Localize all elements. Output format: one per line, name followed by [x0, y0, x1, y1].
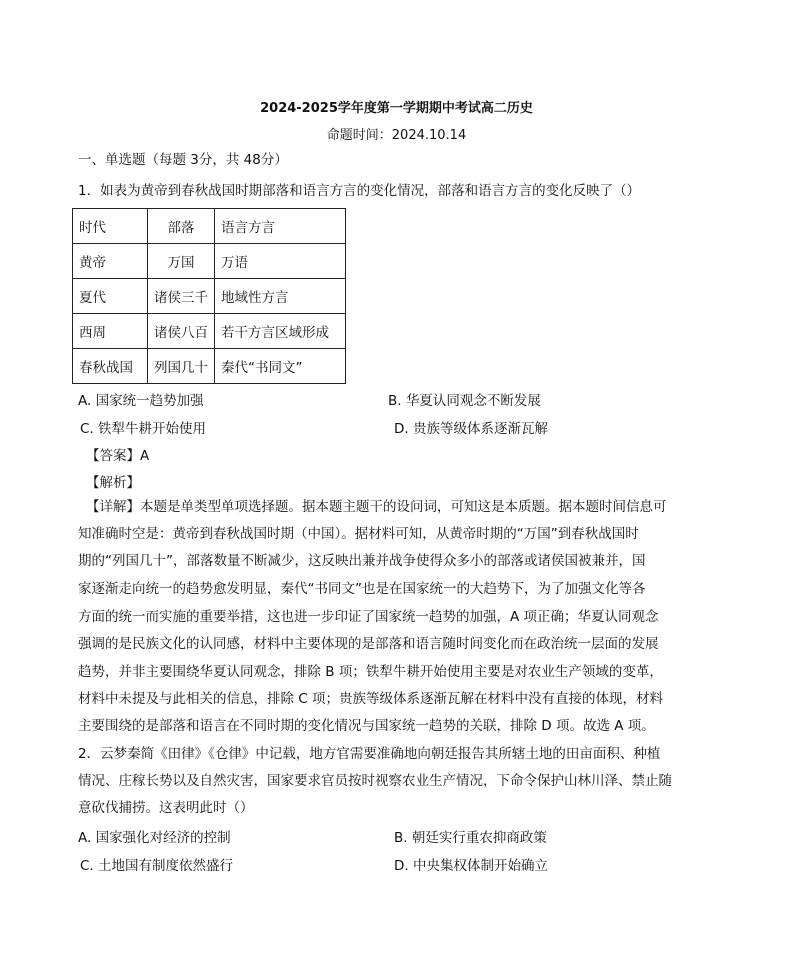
table-cell: 时代 [73, 209, 148, 244]
question-1-stem: 1．如表为黄帝到春秋战国时期部落和语言方言的变化情况，部落和语言方言的变化反映了（） [78, 183, 641, 199]
table-cell: 西周 [73, 314, 148, 349]
q2-option-d: D. 中央集权体制开始确立 [394, 858, 548, 874]
table-cell: 地域性方言 [215, 279, 346, 314]
question-1-table [72, 208, 346, 384]
q2-option-a: A. 国家强化对经济的控制 [78, 830, 231, 846]
table-cell: 诸侯三千 [148, 279, 215, 314]
q1-option-a: A. 国家统一趋势加强 [78, 393, 204, 409]
table-cell: 夏代 [73, 279, 148, 314]
analysis-line: 方面的统一而实施的重要举措，这也进一步印证了国家统一趋势的加强，A 项正确；华夏认同观念 [78, 609, 659, 625]
question-2-stem: 意砍伐捕捞。这表明此时（） [78, 800, 254, 816]
analysis-line: 材料中未提及与此相关的信息，排除 C 项；贵族等级体系逐渐瓦解在材料中没有直接的体现，材料 [78, 691, 664, 707]
q1-option-d: D. 贵族等级体系逐渐瓦解 [394, 421, 548, 437]
q2-option-b: B. 朝廷实行重农抑商政策 [394, 830, 547, 846]
table-cell: 黄帝 [73, 244, 148, 279]
table-cell: 诸侯八百 [148, 314, 215, 349]
analysis-line: 期的“列国几十”，部落数量不断减少，这反映出兼并战争使得众多小的部落或诸侯国被兼并，国 [78, 553, 646, 569]
table-cell: 列国几十 [148, 349, 215, 384]
question-2-stem: 情况、庄稼长势以及自然灾害，国家要求官员按时视察农业生产情况，下命令保护山林川泽、禁止随 [78, 773, 672, 789]
analysis-line: 强调的是民族文化的认同感，材料中主要体现的是部落和语言随时间变化而在政治统一层面的发展 [78, 636, 659, 652]
table-cell: 若干方言区域形成 [215, 314, 346, 349]
table-row [73, 279, 346, 314]
table-cell: 部落 [148, 209, 215, 244]
q1-analysis-label: 【解析】 [86, 475, 140, 491]
table-row [73, 244, 346, 279]
table-cell: 万语 [215, 244, 346, 279]
table-cell: 万国 [148, 244, 215, 279]
analysis-line: 知准确时空是：黄帝到春秋战国时期（中国）。据材料可知，从黄帝时期的“万国”到春秋战国时 [78, 526, 639, 542]
table-cell: 春秋战国 [73, 349, 148, 384]
q1-answer: 【答案】A [86, 448, 150, 464]
question-2-stem: 2．云梦秦简《田律》《仓律》中记载，地方官需要准确地向朝廷报告其所辖土地的田亩面积、种植 [78, 746, 661, 762]
analysis-line: 家逐渐走向统一的趋势愈发明显，秦代“书同文”也是在国家统一的大趋势下，为了加强文化等各 [78, 581, 646, 597]
exam-time: 命题时间：2024.10.14 [326, 128, 467, 143]
table-cell: 语言方言 [215, 209, 346, 244]
analysis-line: 【详解】本题是单类型单项选择题。据本题主题干的设问词，可知这是本质题。据本题时间信息可 [86, 499, 667, 515]
analysis-line: 趋势，并非主要围绕华夏认同观念，排除 B 项；铁犁牛耕开始使用主要是对农业生产领域的变革， [78, 664, 663, 680]
table-row [73, 314, 346, 349]
table-row [73, 209, 346, 244]
exam-title: 2024-2025学年度第一学期期中考试高二历史 [260, 101, 533, 116]
q1-option-b: B. 华夏认同观念不断发展 [388, 393, 541, 409]
table-row [73, 349, 346, 384]
q1-option-c: C. 铁犁牛耕开始使用 [80, 421, 207, 437]
analysis-line: 主要围绕的是部落和语言在不同时期的变化情况与国家统一趋势的关联，排除 D 项。故选 A 项。 [78, 718, 655, 734]
q2-option-c: C. 土地国有制度依然盛行 [80, 858, 234, 874]
section-heading: 一、单选题（每题 3分，共 48分） [78, 152, 288, 168]
table-cell: 秦代“书同文” [215, 349, 346, 384]
